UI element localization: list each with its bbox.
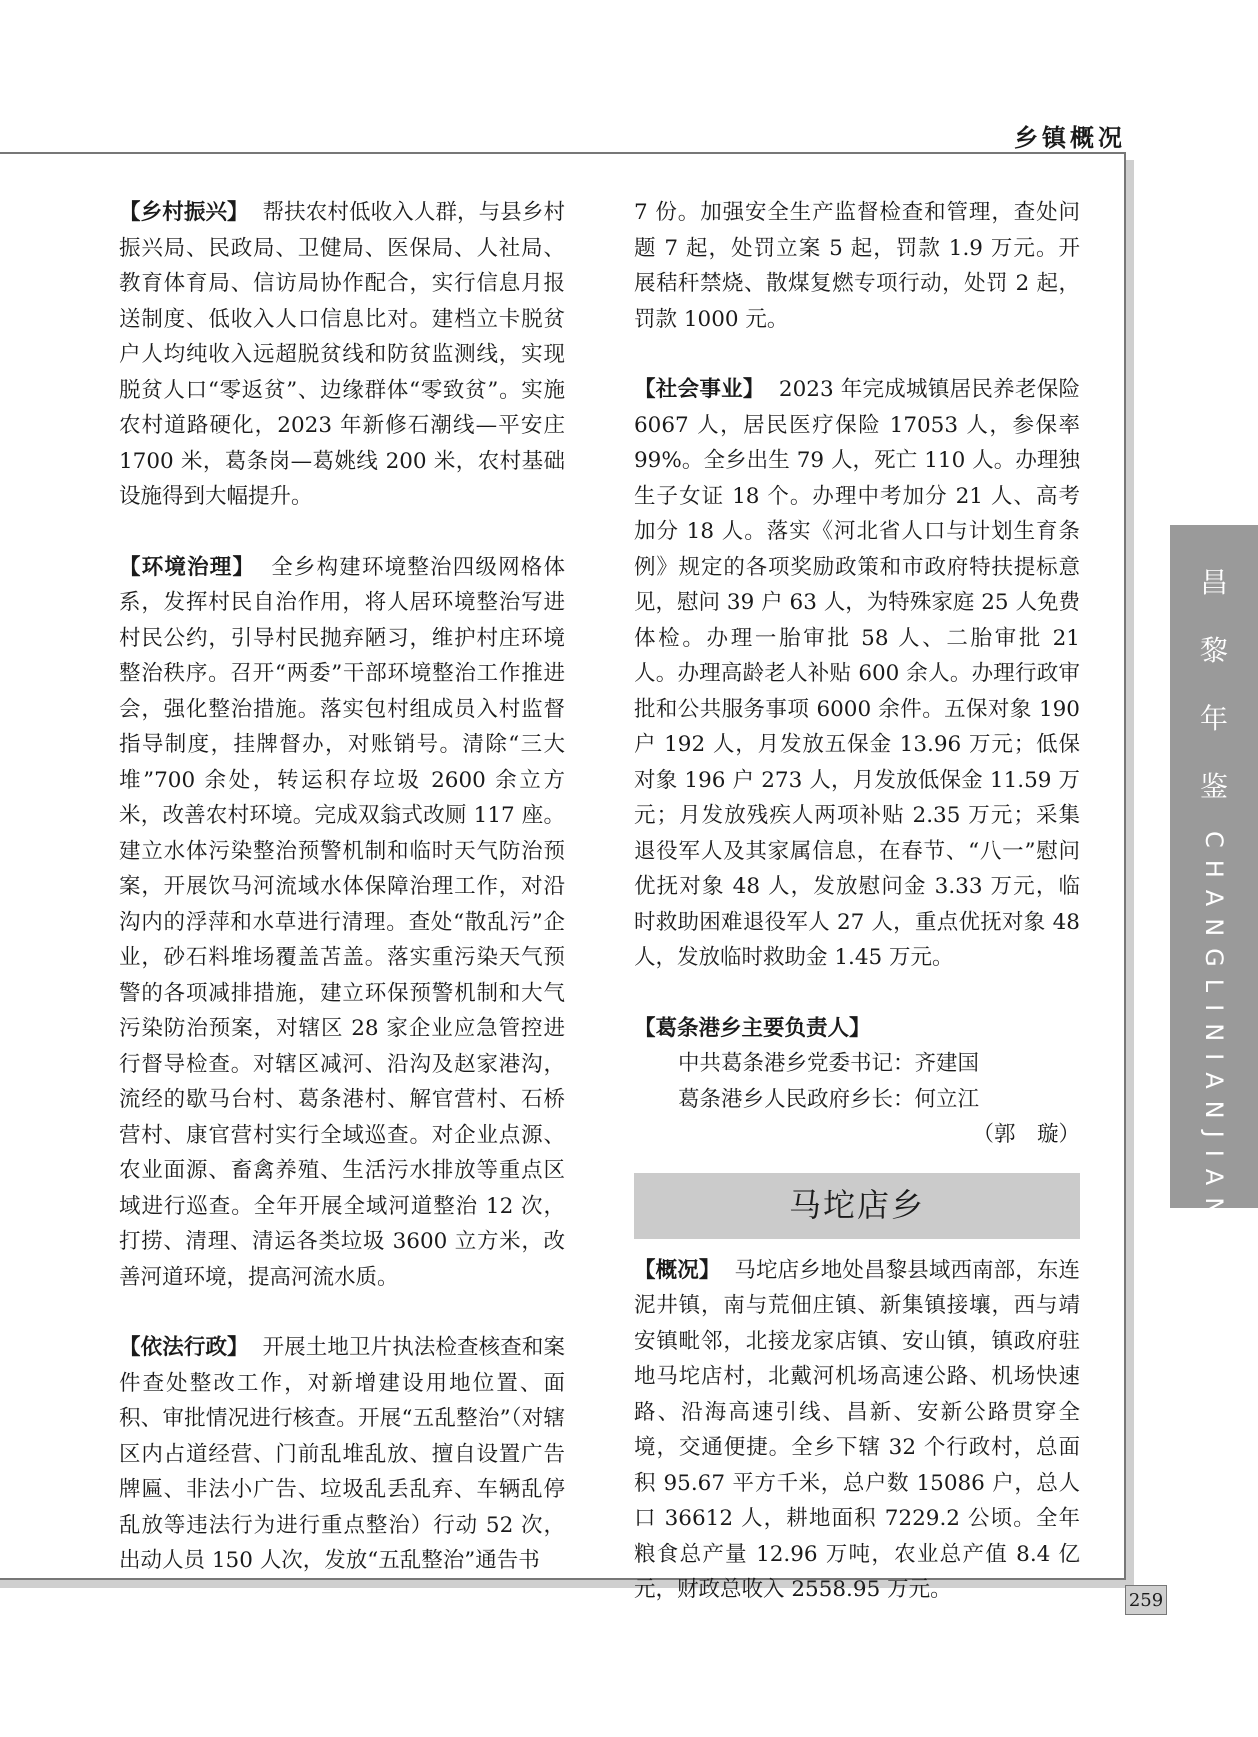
section-header: 乡镇概况 (1014, 124, 1126, 152)
section-keyword: 【乡村振兴】 (119, 200, 249, 225)
section-text: 开展土地卫片执法检查核查和案件查处整改工作，对新增建设用地位置、面积、审批情况进行核查。开展“五乱整治”（对辖区内占道经营、门前乱堆乱放、擅自设置广告牌匾、非法小广告、垃圾乱丢乱弃、车辆乱停乱放等违法行为进行重点整治）行动 52 次，出动人员 150 人次，发放“五乱整治”通告书 (119, 1335, 565, 1573)
leader-line: 中共葛条港乡党委书记：齐建国 (678, 1051, 980, 1076)
leader-line: 葛条港乡人民政府乡长：何立江 (678, 1086, 980, 1112)
section-text: 帮扶农村低收入人群，与县乡村振兴局、民政局、卫健局、医保局、人社局、教育体育局、信访局协作配合，实行信息月报送制度、低收入人口信息比对。建档立卡脱贫户人均纯收入远超脱贫线和防贫监测线，实现脱贫人口“零返贫”、边缘群体“零致贫”。实施农村道路硬化，2023 年新修石潮线—平安庄 1700 米，葛条岗—葛姚线 200 米，农村基础设施得到大幅提升。 (119, 200, 565, 509)
section-text: 全乡构建环境整治四级网格体系，发挥村民自治作用，将人居环境整治写进村民公约，引导村民抛弃陋习，维护村庄环境整治秩序。召开“两委”干部环境整治工作推进会，强化整治措施。落实包村组成员入村监督指导制度，挂牌督办，对账销号。清除“三大堆”700 余处，转运积存垃圾 2600 余立方米，改善农村环境。完成双翁式改厕 117 座。建立水体污染整治预警机制和临时天气防治预案，开展饮马河流域水体保障治理工作，对沿沟内的浮萍和水草进行清理。查处“散乱污”企业，砂石料堆场覆盖苫盖。落实重污染天气预警的各项减排措施，建立环保预警机制和大气污染防治预案，对辖区 28 家企业应急管控进行督导检查。对辖区减河、沿沟及赵家港沟，流经的歇马台村、葛条港村、解官营村、石桥营村、康官营村实行全域巡查。对企业点源、农业面源、畜禽养殖、生活污水排放等重点区域进行巡查。全年开展全域河道整治 12 次，打捞、清理、清运各类垃圾 3600 立方米，改善河道环境，提高河流水质。 (119, 554, 565, 1290)
section-keyword: 【社会事业】 (634, 377, 765, 402)
section-text: 2023 年完成城镇居民养老保险 6067 人，居民医疗保险 17053 人，参保率 99%。全乡出生 79 人，死亡 110 人。办理独生子女证 18 个。办理中考加分 21 人、高考加分 18 人。落实《河北省人口与计划生育条例》规定的各项奖励政策和市政府特扶提标意见，慰问 39 户 63 人，为特殊家庭 25 人免费体检。办理一胎审批 58 人、二胎审批 21 人。办理高龄老人补贴 600 余人。办理行政审批和公共服务事项 6000 余件。五保对象 190 户 192 人，月发放五保金 13.96 万元；低保对象 196 户 273 人，月发放低保金 11.59 万元；月发放残疾人两项补贴 2.35 万元；采集退役军人及其家属信息，在春节、“八一”慰问优抚对象 48 人，发放慰问金 3.33 万元，临时救助困难退役军人 27 人，重点优抚对象 48 人，发放临时救助金 1.45 万元。 (634, 377, 1080, 970)
leaders-heading: 【葛条港乡主要负责人】 (634, 1015, 871, 1041)
section-keyword: 【依法行政】 (119, 1335, 249, 1360)
frame-shadow-right (1126, 160, 1134, 1588)
section-rural-revitalization (119, 195, 565, 515)
author-byline: （郭 璇） (972, 1122, 1080, 1147)
side-tab-char: 鉴 (1199, 770, 1228, 803)
side-tab-pinyin: CHANGLINIANJIAN (1200, 831, 1228, 1228)
section-social-affairs (634, 372, 1080, 976)
section-law-administration (119, 1330, 565, 1579)
side-tab-title (1200, 549, 1228, 821)
section-environment (119, 550, 565, 1296)
right-column (634, 195, 1080, 1608)
left-column (119, 195, 565, 1579)
yearbook-side-tab (1170, 525, 1258, 1228)
side-tab-char: 昌 (1199, 566, 1228, 599)
section-overview (634, 1253, 1080, 1608)
side-tab-char: 年 (1199, 702, 1228, 735)
continuation-text: 7 份。加强安全生产监督检查和管理，查处问题 7 起，处罚立案 5 起，罚款 1.9 万元。开展秸秆禁烧、散煤复燃专项行动，处罚 2 起，罚款 1000 元。 (634, 200, 1080, 332)
page-number: 259 (1125, 1585, 1167, 1615)
side-tab-char: 黎 (1199, 634, 1228, 667)
section-keyword: 【环境治理】 (119, 554, 256, 580)
town-title-bar: 马坨店乡 (634, 1173, 1080, 1239)
section-text: 马坨店乡地处昌黎县域西南部，东连泥井镇，南与荒佃庄镇、新集镇接壤，西与靖安镇毗邻，北接龙家店镇、安山镇，镇政府驻地马坨店村，北戴河机场高速公路、机场快速路、沿海高速引线、昌新、安新公路贯穿全境，交通便捷。全乡下辖 32 个行政村，总面积 95.67 平方千米，总户数 15086 户，总人口 36612 人，耕地面积 7229.2 公顷。全年粮食总产量 12.96 万吨，农业总产值 8.4 亿元，财政总收入 2558.95 万元。 (634, 1257, 1080, 1602)
section-keyword: 【概况】 (634, 1257, 721, 1283)
